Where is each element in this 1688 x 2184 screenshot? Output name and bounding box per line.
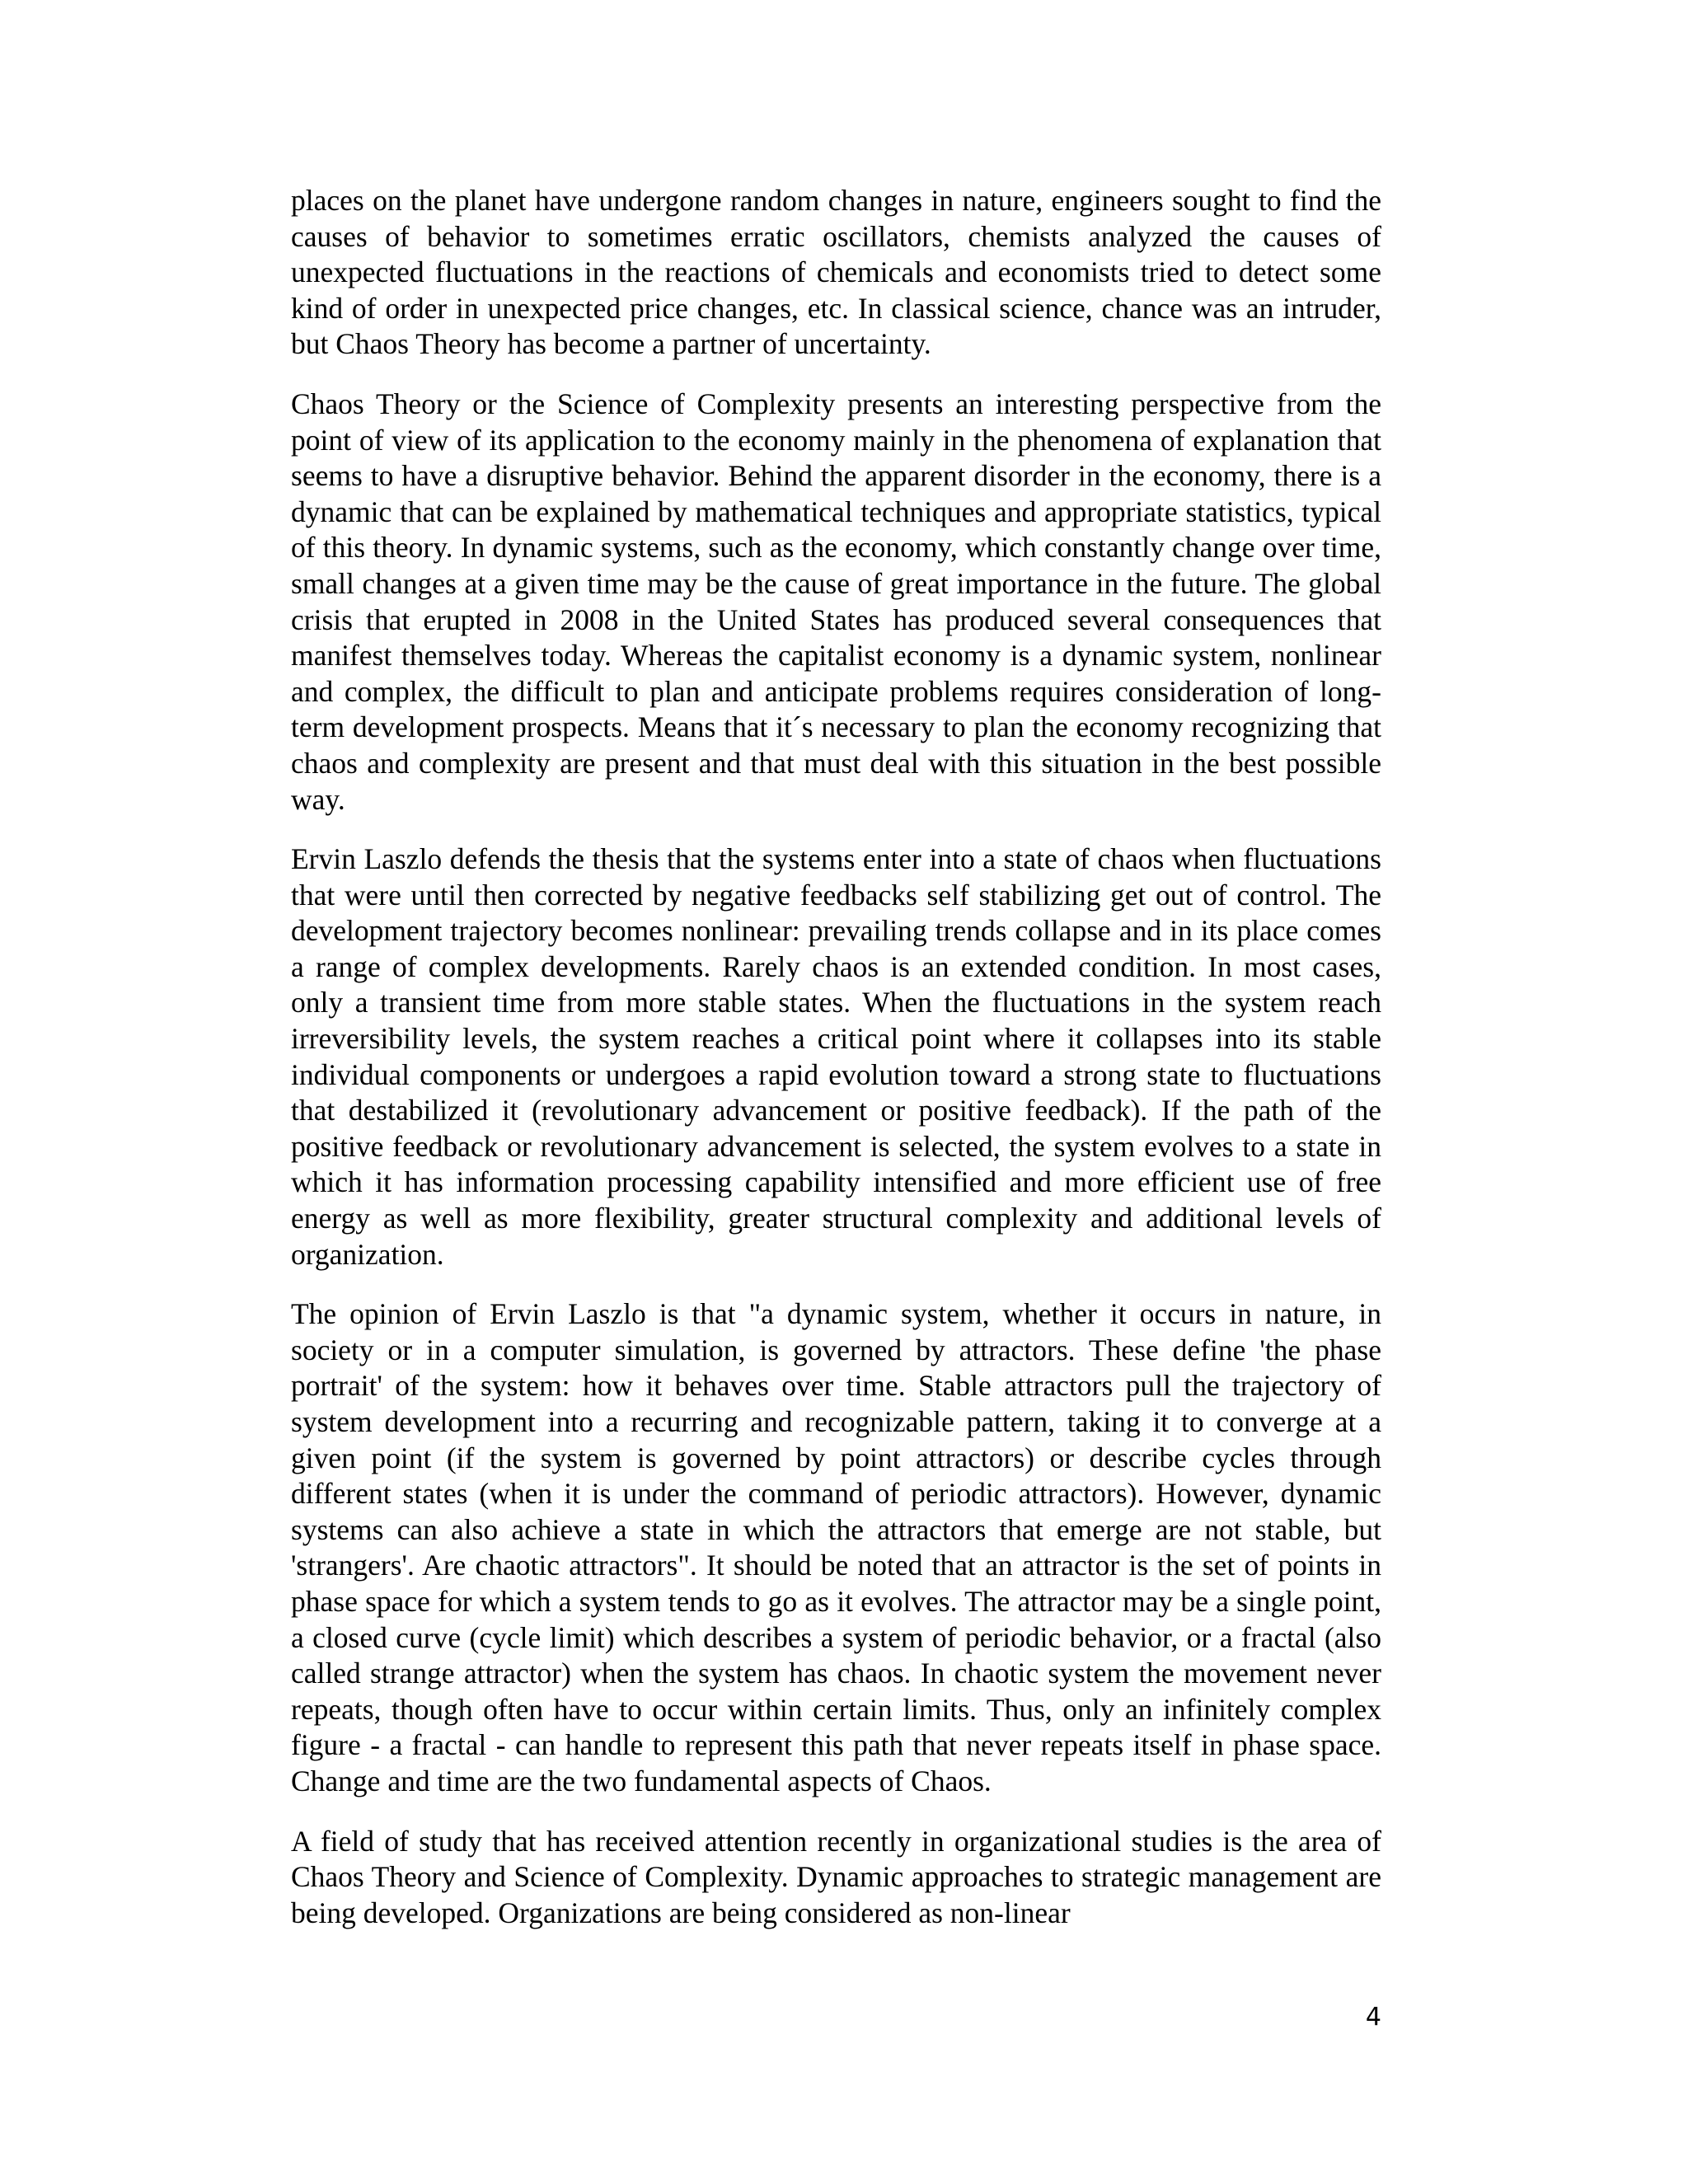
body-text bbox=[291, 183, 1381, 1955]
paragraph-4: The opinion of Ervin Laszlo is that "a dynamic system, whether it occurs in nature, in society or in a computer simulation, is governed by attractors. These define 'the phase portrait' of the system: how it behaves over time. Stable attractors pull the trajectory of system development into a recurring and recognizable pattern, taking it to converge at a given point (if the system is governed by point attractors) or describe cycles through different states (when it is under the command of periodic attractors). However, dynamic systems can also achieve a state in which the attractors that emerge are not stable, but 'strangers'. Are chaotic attractors". It should be noted that an attractor is the set of points in phase space for which a system tends to go as it evolves. The attractor may be a single point, a closed curve (cycle limit) which describes a system of periodic behavior, or a fractal (also called strange attractor) when the system has chaos. In chaotic system the movement never repeats, though often have to occur within certain limits. Thus, only an infinitely complex figure - a fractal - can handle to represent this path that never repeats itself in phase space. Change and time are the two fundamental aspects of Chaos. bbox=[291, 1297, 1381, 1797]
paragraph-2: Chaos Theory or the Science of Complexity presents an interesting perspective from the point of view of its application to the economy mainly in the phenomena of explanation that seems to have a disruptive behavior. Behind the apparent disorder in the economy, there is a dynamic that can be explained by mathematical techniques and appropriate statistics, typical of this theory. In dynamic systems, such as the economy, which constantly change over time, small changes at a given time may be the cause of great importance in the future. The global crisis that erupted in 2008 in the United States has produced several consequences that manifest themselves today. Whereas the capitalist economy is a dynamic system, nonlinear and complex, the difficult to plan and anticipate problems requires consideration of long-term development prospects. Means that it´s necessary to plan the economy recognizing that chaos and complexity are present and that must deal with this situation in the best possible way. bbox=[291, 387, 1381, 816]
paragraph-3: Ervin Laszlo defends the thesis that the systems enter into a state of chaos when fluctuations that were until then corrected by negative feedbacks self stabilizing get out of control. The development trajectory becomes nonlinear: prevailing trends collapse and in its place comes a range of complex developments. Rarely chaos is an extended condition. In most cases, only a transient time from more stable states. When the fluctuations in the system reach irreversibility levels, the system reaches a critical point where it collapses into its stable individual components or undergoes a rapid evolution toward a strong state to fluctuations that destabilized it (revolutionary advancement or positive feedback). If the path of the positive feedback or revolutionary advancement is selected, the system evolves to a state in which it has information processing capability intensified and more efficient use of free energy as well as more flexibility, greater structural complexity and additional levels of organization. bbox=[291, 842, 1381, 1271]
page-number: 4 bbox=[1365, 2003, 1381, 2032]
paragraph-5: A field of study that has received attention recently in organizational studies is the area of Chaos Theory and Science of Complexity. Dynamic approaches to strategic management are being developed. Organizations are being considered as non-linear bbox=[291, 1824, 1381, 1929]
paragraph-1: places on the planet have undergone random changes in nature, engineers sought to find the causes of behavior to sometimes erratic oscillators, chemists analyzed the causes of unexpected fluctuations in the reactions of chemicals and economists tried to detect some kind of order in unexpected price changes, etc. In classical science, chance was an intruder, but Chaos Theory has become a partner of uncertainty. bbox=[291, 184, 1381, 361]
